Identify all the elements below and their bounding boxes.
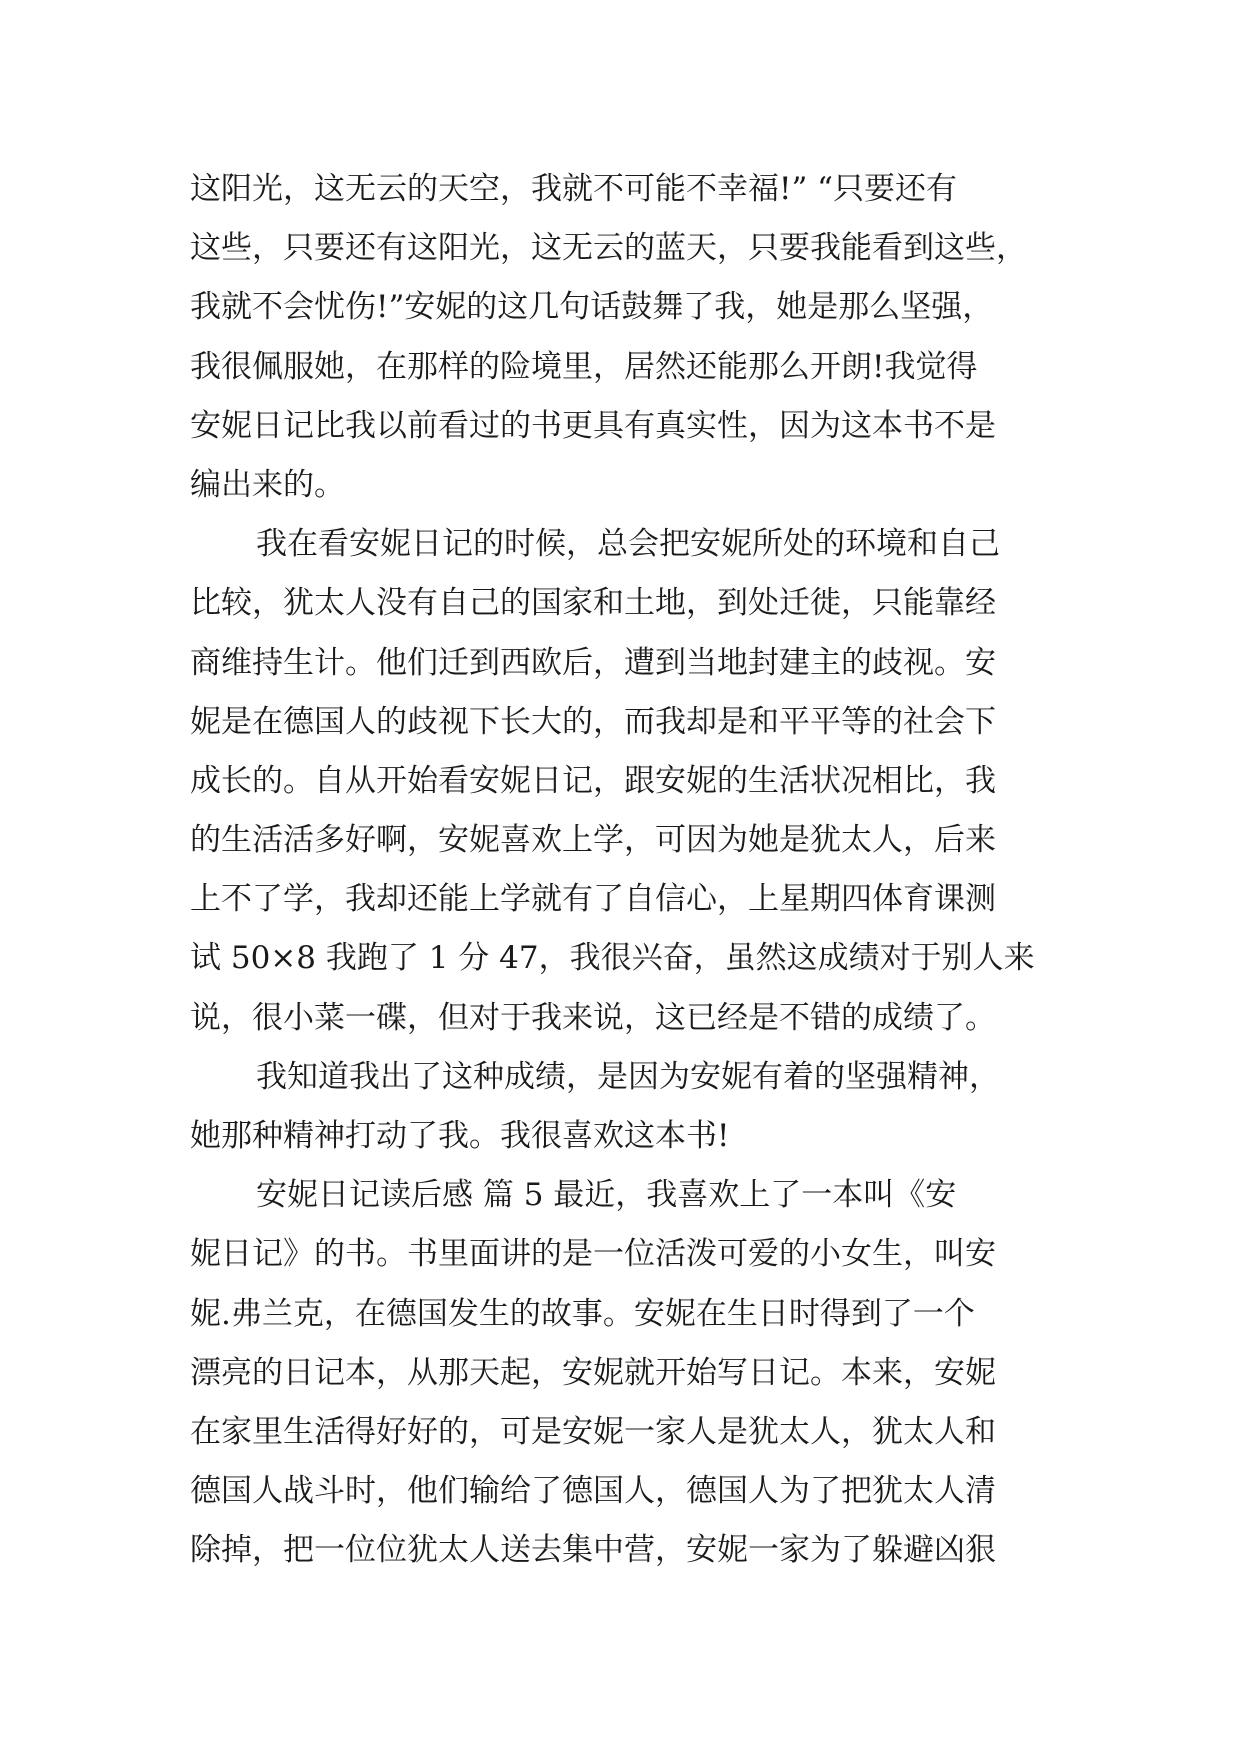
paragraph-first-line: 我知道我出了这种成绩，是因为安妮有着的坚强精神， [256, 1058, 1000, 1095]
body-text [190, 160, 1070, 1581]
text-line: 妮是在德国人的歧视下长大的，而我却是和平平等的社会下 [190, 703, 996, 740]
text-line: 妮日记》的书。书里面讲的是一位活泼可爱的小女生，叫安 [190, 1236, 996, 1273]
text-line: 在家里生活得好好的，可是安妮一家人是犹太人，犹太人和 [190, 1413, 996, 1450]
text-line: 她那种精神打动了我。我很喜欢这本书! [190, 1118, 730, 1154]
section-heading-line: 安妮日记读后感 篇 5 最近，我喜欢上了一本叫《安 [256, 1177, 957, 1214]
text-line: 安妮日记比我以前看过的书更具有真实性，因为这本书不是 [190, 407, 996, 444]
paragraph-first-line: 我在看安妮日记的时候，总会把安妮所处的环境和自己 [256, 526, 1000, 563]
text-line: 试 50×8 我跑了 1 分 47，我很兴奋，虽然这成绩对于别人来 [190, 940, 1035, 977]
text-line: 除掉，把一位位犹太人送去集中营，安妮一家为了躲避凶狠 [190, 1532, 996, 1569]
text-line: 德国人战斗时，他们输给了德国人，德国人为了把犹太人清 [190, 1473, 996, 1510]
text-line: 我就不会忧伤!”安妮的这几句话鼓舞了我，她是那么坚强， [190, 289, 994, 326]
text-line: 商维持生计。他们迁到西欧后，遭到当地封建主的歧视。安 [190, 644, 996, 681]
text-line: 我很佩服她，在那样的险境里，居然还能那么开朗!我觉得 [190, 348, 978, 385]
text-line: 说，很小菜一碟，但对于我来说，这已经是不错的成绩了。 [190, 999, 996, 1036]
text-line: 妮.弗兰克，在德国发生的故事。安妮在生日时得到了一个 [190, 1295, 975, 1332]
text-line: 比较，犹太人没有自己的国家和土地，到处迁徙，只能靠经 [190, 585, 996, 622]
text-line: 这些，只要还有这阳光，这无云的蓝天，只要我能看到这些， [190, 230, 1027, 267]
text-line: 漂亮的日记本，从那天起，安妮就开始写日记。本来，安妮 [190, 1354, 996, 1391]
text-line: 编出来的。 [190, 466, 345, 503]
text-line: 上不了学，我却还能上学就有了自信心，上星期四体育课测 [190, 881, 996, 918]
text-line: 成长的。自从开始看安妮日记，跟安妮的生活状况相比，我 [190, 762, 996, 799]
text-line: 这阳光，这无云的天空，我就不可能不幸福!” “只要还有 [190, 171, 958, 207]
text-line: 的生活活多好啊，安妮喜欢上学，可因为她是犹太人，后来 [190, 822, 996, 859]
